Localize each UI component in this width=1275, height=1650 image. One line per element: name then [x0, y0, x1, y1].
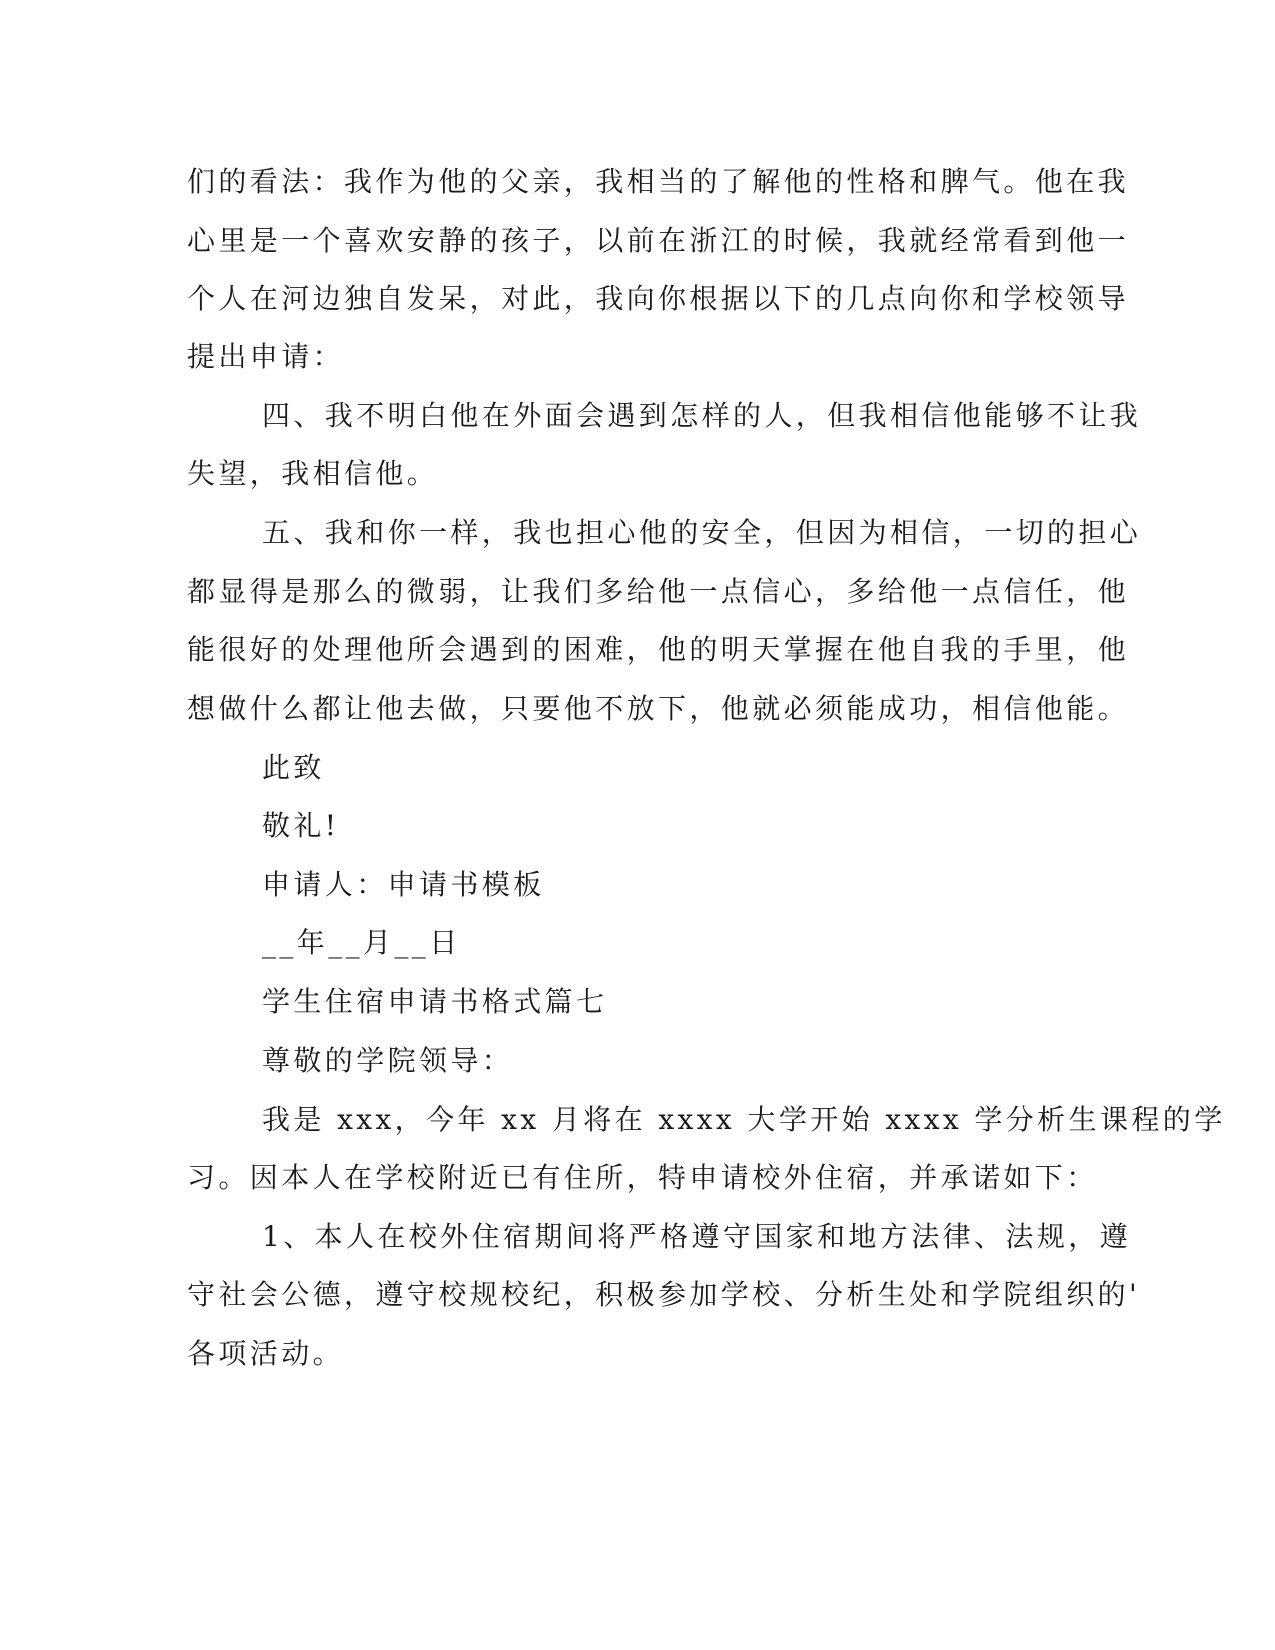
section-title: 学生住宿申请书格式篇七: [262, 985, 608, 1018]
body-text-line: 心里是一个喜欢安静的孩子，以前在浙江的时候，我就经常看到他一: [187, 224, 1130, 257]
body-text-line: 失望，我相信他。: [187, 457, 439, 490]
closing-regards: 敬礼!: [262, 809, 340, 842]
body-text-line: 各项活动。: [187, 1337, 345, 1370]
body-text-line: 习。因本人在学校附近已有住所，特申请校外住宿，并承诺如下：: [187, 1161, 1098, 1194]
paragraph-start-line: 五、我和你一样，我也担心他的安全，但因为相信，一切的担心: [262, 516, 1142, 549]
body-text-line: 们的看法：我作为他的父亲，我相当的了解他的性格和脾气。他在我: [187, 165, 1130, 198]
paragraph-start-line: 1、本人在校外住宿期间将严格遵守国家和地方法律、法规，遵: [262, 1220, 1132, 1253]
body-text-line: 守社会公德，遵守校规校纪，积极参加学校、分析生处和学院组织的': [187, 1278, 1141, 1311]
body-text-line: 都显得是那么的微弱，让我们多给他一点信心，多给他一点信任，他: [187, 575, 1130, 608]
paragraph-start-line: 我是 xxx，今年 xx 月将在 xxxx 大学开始 xxxx 学分析生课程的学: [262, 1103, 1226, 1136]
body-text-line: 个人在河边独自发呆，对此，我向你根据以下的几点向你和学校领导: [187, 282, 1130, 315]
body-text-line: 提出申请：: [187, 340, 345, 373]
paragraph-start-line: 四、我不明白他在外面会遇到怎样的人，但我相信他能够不让我: [262, 399, 1142, 432]
body-text-line: 能很好的处理他所会遇到的困难，他的明天掌握在他自我的手里，他: [187, 633, 1130, 666]
closing-salutation: 此致: [262, 751, 325, 784]
date-line: __年__月__日: [262, 926, 461, 959]
applicant-line: 申请人：申请书模板: [262, 868, 545, 901]
body-text-line: 想做什么都让他去做，只要他不放下，他就必须能成功，相信他能。: [187, 692, 1130, 725]
greeting-line: 尊敬的学院领导：: [262, 1044, 514, 1077]
